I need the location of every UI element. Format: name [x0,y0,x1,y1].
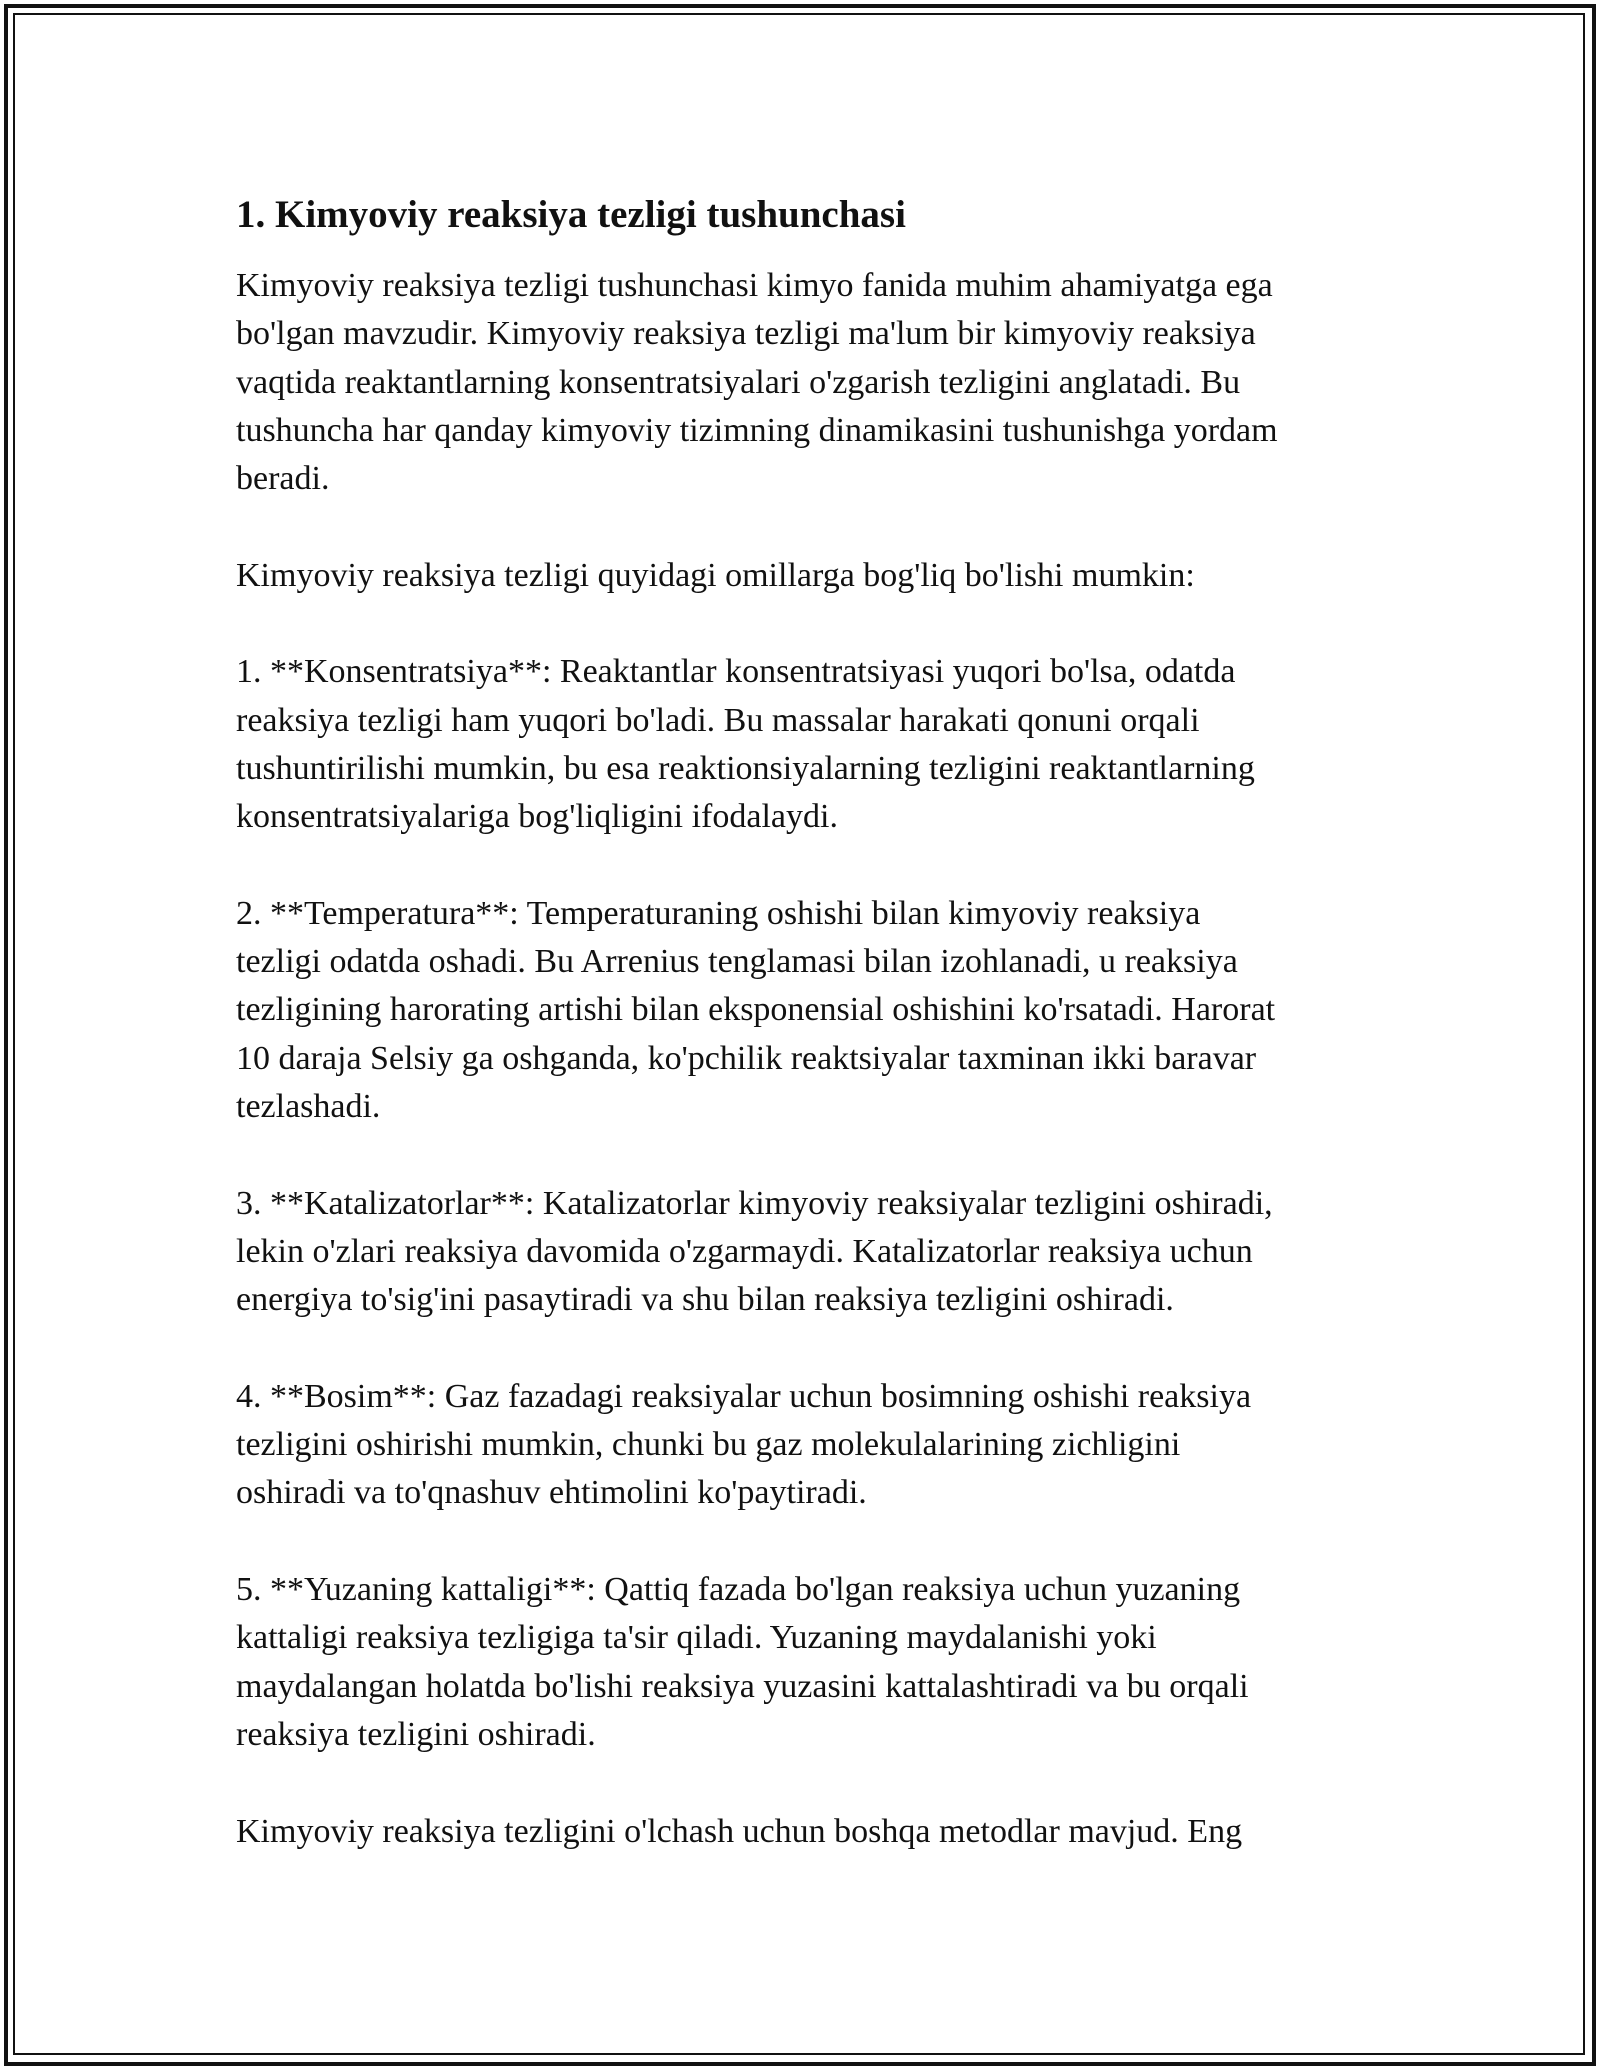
text-line: maydalangan holatda bo'lishi reaksiya yuzasini kattalashtiradi va bu orqali [236,1667,1249,1705]
text-line: kattaligi reaksiya tezligiga ta'sir qiladi. Yuzaning maydalanishi yoki [236,1619,1157,1657]
text-line: Kimyoviy reaksiya tezligi tushunchasi kimyo fanida muhim ahamiyatga ega [236,267,1273,304]
text-line: lekin o'zlari reaksiya davomida o'zgarmaydi. Katalizatorlar reaksiya uchun [236,1232,1253,1270]
paragraph [236,262,1366,503]
text-line: tezligi odatda oshadi. Bu Arrenius tenglamasi bilan izohlanadi, u reaksiya [236,943,1238,981]
paragraph-list [236,262,1366,1856]
text-line: 10 daraja Selsiy ga oshganda, ko'pchilik reaktsiyalar taxminan ikki baravar [236,1039,1257,1077]
text-line: reaksiya tezligini oshiradi. [236,1715,596,1753]
text-line: Kimyoviy reaksiya tezligi quyidagi omillarga bog'liq bo'lishi mumkin: [236,556,1195,594]
section-heading: 1. Kimyoviy reaksiya tezligi tushunchasi [236,193,906,236]
paragraph [236,1808,1366,1856]
text-line: reaksiya tezligi ham yuqori bo'ladi. Bu massalar harakati qonuni orqali [236,701,1200,739]
paragraph [236,552,1366,600]
text-line: Kimyoviy reaksiya tezligini o'lchash uchun boshqa metodlar mavjud. Eng [236,1812,1243,1850]
paragraph [236,890,1366,1131]
text-line: 5. **Yuzaning kattaligi**: Qattiq fazada bo'lgan reaksiya uchun yuzaning [236,1571,1241,1609]
paragraph [236,1373,1366,1518]
text-line: bo'lgan mavzudir. Kimyoviy reaksiya tezligi ma'lum bir kimyoviy reaksiya [236,315,1256,353]
text-line: tushuntirilishi mumkin, bu esa reaktionsiyalarning tezligini reaktantlarning [236,749,1255,787]
paragraph [236,1566,1366,1759]
paragraph [236,1180,1366,1325]
text-line: 2. **Temperatura**: Temperaturaning oshishi bilan kimyoviy reaksiya [236,894,1201,932]
text-line: vaqtida reaktantlarning konsentratsiyalari o'zgarish tezligini anglatadi. Bu [236,363,1241,401]
text-line: beradi. [236,460,330,498]
text-line: 3. **Katalizatorlar**: Katalizatorlar kimyoviy reaksiyalar tezligini oshiradi, [236,1184,1273,1222]
document-body [236,188,1366,1904]
paragraph [236,648,1366,841]
text-line: konsentratsiyalariga bog'liqligini ifodalaydi. [236,798,838,836]
text-line: tezligini oshirishi mumkin, chunki bu gaz molekulalarining zichligini [236,1426,1181,1464]
text-line: 4. **Bosim**: Gaz fazadagi reaksiyalar uchun bosimning oshishi reaksiya [236,1377,1252,1415]
text-line: energiya to'sig'ini pasaytiradi va shu bilan reaksiya tezligini oshiradi. [236,1281,1174,1319]
text-line: tezligining harorating artishi bilan eksponensial oshishini ko'rsatadi. Harorat [236,991,1276,1029]
text-line: tezlashadi. [236,1088,381,1126]
text-line: oshiradi va to'qnashuv ehtimolini ko'paytiradi. [236,1474,867,1512]
text-line: tushuncha har qanday kimyoviy tizimning dinamikasini tushunishga yordam [236,411,1278,449]
text-line: 1. **Konsentratsiya**: Reaktantlar konsentratsiyasi yuqori bo'lsa, odatda [236,653,1236,691]
